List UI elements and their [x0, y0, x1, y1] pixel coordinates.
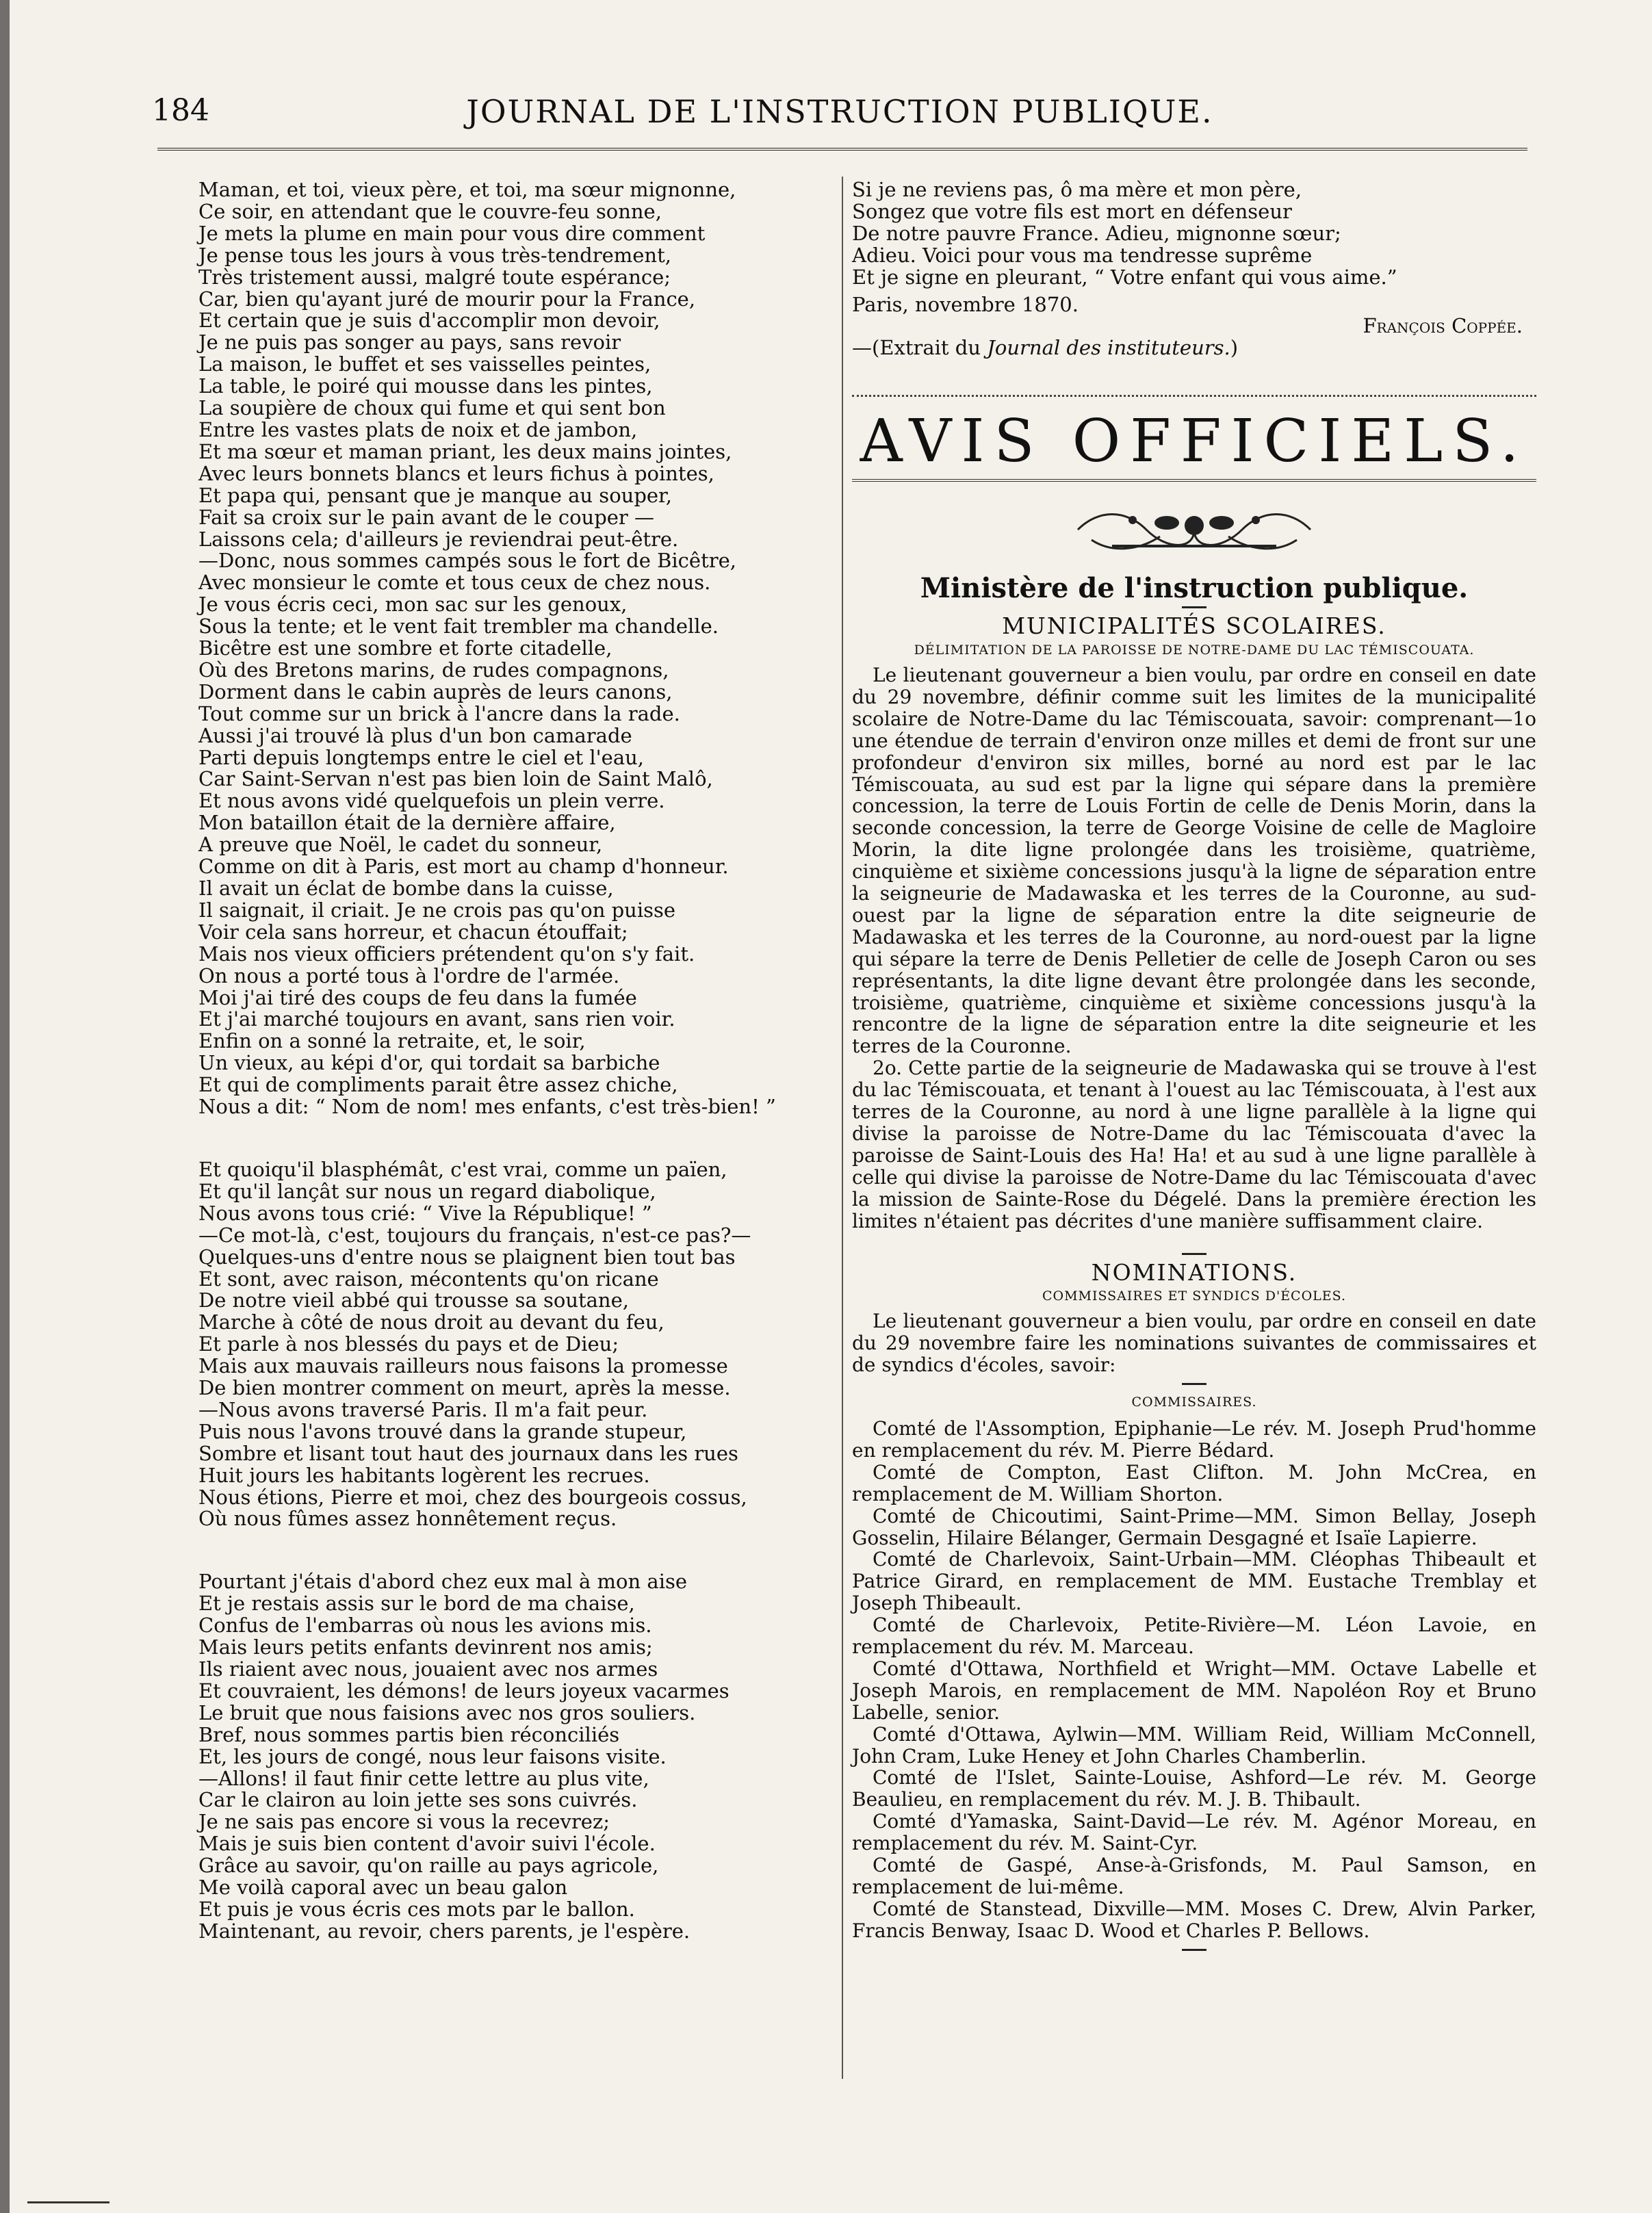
- journal-title: JOURNAL DE L'INSTRUCTION PUBLIQUE.: [466, 93, 1213, 130]
- avis-officiels-title: AVIS OFFICIELS.: [860, 407, 1529, 476]
- poem-line: Aussi j'ai trouvé là plus d'un bon camarade: [198, 723, 632, 747]
- poem-line: Et nous avons vidé quelquefois un plein verre.: [198, 789, 665, 813]
- poem-line: Nous a dit: “ Nom de nom! mes enfants, c'est très-bien! ”: [198, 1095, 776, 1119]
- header-rule: [157, 148, 1527, 151]
- poem-line: Tout comme sur un brick à l'ancre dans la rade.: [198, 701, 680, 725]
- poem-line: La table, le poiré qui mousse dans les pintes,: [198, 374, 653, 398]
- nomination-entry: Comté de Charlevoix, Saint-Urbain—MM. Cléophas Thibeault et Patrice Girard, en remplacement de MM. Eustache Tremblay et Joseph Thibeault.: [852, 1548, 1536, 1615]
- extract-source: Journal des instituteurs.: [987, 336, 1230, 360]
- poem-line: Où nous fûmes assez honnêtement reçus.: [198, 1507, 617, 1531]
- municipalites-paragraph-2: 2o. Cette partie de la seigneurie de Madawaska qui se trouve à l'est du lac Témiscouata, et tenant à l'ouest au lac Témiscouata, à l'est aux terres de la Couronne, au nord à une ligne parallèle à la ligne qui divise la paroisse de Notre-Dame du lac Témiscouata d'avec la paroisse de Saint-Louis des Ha! Ha! et au sud à une ligne parallèle à celle qui divise la paroisse de Notre-Dame du lac Témiscouata d'avec la mission de Sainte-Rose du Dégelé. Dans la première érection les limites n'étaient pas décrites d'une manière suffisamment claire.: [852, 1057, 1536, 1232]
- poem-line: Mais nos vieux officiers prétendent qu'on s'y fait.: [198, 942, 695, 966]
- poem-line: La maison, le buffet et ses vaisselles peintes,: [198, 352, 651, 376]
- commissaires-heading: COMMISSAIRES.: [1131, 1395, 1257, 1410]
- poem-line: Et je restais assis sur le bord de ma chaise,: [198, 1592, 635, 1616]
- page-number: 184: [152, 93, 209, 128]
- poem-line: Où des Bretons marins, de rudes compagnons,: [198, 658, 669, 682]
- municipalites-paragraph-1: Le lieutenant gouverneur a bien voulu, par ordre en conseil en date du 29 novembre, définir comme suit les limites de la municipalité scolaire de Notre-Dame du lac Témiscouata, savoir: comprenant—1o une étendue de terrain d'environ onze milles et demi de front sur une profondeur d'environ six milles, borné au nord est par le lac Témiscouata, au sud est par la ligne qui sépare dans la première concession, la terre de Louis Fortin de celle de Denis Morin, dans la seconde concession, la terre de George Voisine de celle de Magloire Morin, la dite ligne prolongée dans les troisième, quatrième, cinquième et sixième concessions jusqu'à la ligne de séparation entre la seigneurie de Madawaska et les terres de la Couronne, au sud-ouest par la ligne de séparation entre la dite seigneurie de Madawaska et les terres de la Couronne, au nord-ouest par la ligne qui sépare la terre de Denis Pelletier de celle de Joseph Caron ou ses représentants, la dite ligne devant être prolongée dans les seconde, troisième, quatrième, cinquième et sixième concessions jusqu'à la rencontre de la ligne de séparation entre la dite seigneurie et les terres de la Couronne.: [852, 663, 1536, 1058]
- nomination-entry: Comté de l'Islet, Sainte-Louise, Ashford—Le rév. M. George Beaulieu, en remplacement du rév. M. J. B. Thibault.: [852, 1766, 1536, 1811]
- poem-line: Il saignait, il criait. Je ne crois pas qu'on puisse: [198, 898, 676, 922]
- page-header: [152, 86, 1527, 134]
- short-dash: [1182, 1949, 1206, 1951]
- poem-stanza-3: [198, 1571, 835, 1942]
- poem-line: Je vous écris ceci, mon sac sur les genoux,: [198, 593, 628, 617]
- poem-line: Enfin on a sonné la retraite, et, le soir,: [198, 1029, 586, 1053]
- nomination-entry: Comté de l'Assomption, Epiphanie—Le rév. M. Joseph Prud'homme en remplacement du rév. M. Pierre Bédard.: [852, 1416, 1536, 1462]
- poem-line: Un vieux, au képi d'or, qui tordait sa barbiche: [198, 1051, 660, 1075]
- poem-line: Et puis je vous écris ces mots par le ballon.: [198, 1897, 635, 1921]
- poem-line: —Nous avons traversé Paris. Il m'a fait peur.: [198, 1397, 648, 1421]
- poem-author: François Coppée.: [1363, 314, 1523, 338]
- poem-line: Fait sa croix sur le pain avant de le couper —: [198, 505, 655, 529]
- ministry-heading: Ministère de l'instruction publique.: [920, 572, 1469, 605]
- poem-line: Si je ne reviens pas, ô ma mère et mon père,: [852, 178, 1302, 201]
- poem-line: —Allons! il faut finir cette lettre au plus vite,: [198, 1766, 649, 1790]
- poem-line: Et certain que je suis d'accomplir mon devoir,: [198, 309, 660, 333]
- poem-line: Comme on dit à Paris, est mort au champ d'honneur.: [198, 855, 729, 879]
- poem-line: Et j'ai marché toujours en avant, sans rien voir.: [198, 1007, 675, 1031]
- short-dash: [1182, 1253, 1206, 1255]
- municipalites-title: MUNICIPALITÉS SCOLAIRES.: [1002, 612, 1386, 640]
- poem-line: Mon bataillon était de la dernière affaire,: [198, 811, 616, 835]
- poem-line: Adieu. Voici pour vous ma tendresse suprême: [852, 243, 1313, 267]
- poem-line: Je ne sais pas encore si vous la recevrez;: [198, 1810, 610, 1834]
- poem-signature: [852, 294, 1536, 360]
- poem-line: A preuve que Noël, le cadet du sonneur,: [198, 833, 603, 857]
- poem-line: Voir cela sans horreur, et chacun étouffait;: [198, 920, 628, 944]
- poem-stanza-1: [198, 179, 835, 1118]
- poem-line: Je mets la plume en main pour vous dire comment: [198, 221, 706, 245]
- nominations-intro: Le lieutenant gouverneur a bien voulu, par ordre en conseil en date du 29 novembre faire les nominations suivantes de commissaires et de syndics d'écoles, savoir:: [852, 1310, 1536, 1377]
- dotted-divider: [852, 395, 1536, 397]
- poem-line: Bicêtre est une sombre et forte citadelle,: [198, 636, 612, 660]
- poem-line: Et quoiqu'il blasphémât, c'est vrai, comme un païen,: [198, 1157, 727, 1181]
- poem-line: De bien montrer comment on meurt, après la messe.: [198, 1376, 731, 1400]
- ornament-icon: [1071, 502, 1317, 557]
- poem-line: Et qui de compliments parait être assez chiche,: [198, 1073, 678, 1097]
- poem-line: Car le clairon au loin jette ses sons cuivrés.: [198, 1788, 638, 1812]
- bottom-mark: [27, 2201, 109, 2206]
- poem-line: Et, les jours de congé, nous leur faisons visite.: [198, 1744, 667, 1768]
- double-divider: [852, 479, 1536, 482]
- nomination-entry: Comté de Gaspé, Anse-à-Grisfonds, M. Paul Samson, en remplacement de lui-même.: [852, 1854, 1536, 1898]
- poem-line: Nous étions, Pierre et moi, chez des bourgeois cossus,: [198, 1485, 747, 1509]
- nomination-entry: Comté de Compton, East Clifton. M. John McCrea, en remplacement de M. William Shorton.: [852, 1460, 1536, 1505]
- poem-line: Quelques-uns d'entre nous se plaignent bien tout bas: [198, 1245, 736, 1269]
- extract-prefix: —(Extrait du: [852, 336, 988, 360]
- poem-line: Mais je suis bien content d'avoir suivi l'école.: [198, 1832, 656, 1856]
- right-column: [852, 179, 1536, 1958]
- poem-line: Bref, nous sommes partis bien réconciliés: [198, 1722, 620, 1746]
- poem-line: Grâce au savoir, qu'on raille au pays agricole,: [198, 1854, 659, 1878]
- extract-suffix: ): [1230, 336, 1239, 360]
- nomination-entry: Comté de Stanstead, Dixville—MM. Moses C. Drew, Alvin Parker, Francis Benway, Isaac D. Wood et Charles P. Bellows.: [852, 1897, 1536, 1942]
- nomination-entry: Comté d'Yamaska, Saint-David—Le rév. M. Agénor Moreau, en remplacement du rév. M. Saint-Cyr.: [852, 1810, 1536, 1855]
- poem-stanza-2: [198, 1159, 835, 1530]
- poem-line: Il avait un éclat de bombe dans la cuisse,: [198, 877, 614, 900]
- poem-line: De notre pauvre France. Adieu, mignonne sœur;: [852, 221, 1341, 245]
- poem-line: Mais leurs petits enfants devinrent nos amis;: [198, 1635, 653, 1659]
- nomination-entry: Comté d'Ottawa, Aylwin—MM. William Reid, William McConnell, John Cram, Luke Heney et John Charles Chamberlin.: [852, 1722, 1536, 1768]
- left-column: [198, 179, 835, 1943]
- poem-line: Car Saint-Servan n'est pas bien loin de Saint Malô,: [198, 767, 713, 791]
- poem-line: —Donc, nous sommes campés sous le fort de Bicêtre,: [198, 549, 736, 573]
- poem-line: Marche à côté de nous droit au devant du feu,: [198, 1310, 664, 1334]
- poem-line: Et ma sœur et maman priant, les deux mains jointes,: [198, 439, 732, 463]
- poem-line: Confus de l'embarras où nous les avions mis.: [198, 1614, 652, 1638]
- place-date: Paris, novembre 1870.: [852, 292, 1079, 316]
- poem-line: Maman, et toi, vieux père, et toi, ma sœur mignonne,: [198, 178, 736, 201]
- poem-line: Huit jours les habitants logèrent les recrues.: [198, 1463, 650, 1487]
- poem-line: Sous la tente; et le vent fait trembler ma chandelle.: [198, 614, 719, 638]
- poem-line: Laissons cela; d'ailleurs je reviendrai peut-être.: [198, 527, 679, 551]
- poem-line: Et sont, avec raison, mécontents qu'on ricane: [198, 1267, 659, 1291]
- extract-note: [852, 337, 1536, 359]
- poem-line: Maintenant, au revoir, chers parents, je l'espère.: [198, 1919, 691, 1943]
- municipalites-subtitle: DÉLIMITATION DE LA PAROISSE DE NOTRE-DAME DU LAC TÉMISCOUATA.: [914, 643, 1475, 658]
- poem-line: Et parle à nos blessés du pays et de Dieu;: [198, 1332, 619, 1356]
- poem-line: Le bruit que nous faisions avec nos gros souliers.: [198, 1700, 696, 1724]
- poem-line: Sombre et lisant tout haut des journaux dans les rues: [198, 1441, 738, 1465]
- poem-line: Dorment dans le cabin auprès de leurs canons,: [198, 680, 673, 703]
- nominations-list: [852, 1418, 1536, 1942]
- poem-line: Ce soir, en attendant que le couvre-feu sonne,: [198, 199, 662, 223]
- poem-line: Mais aux mauvais railleurs nous faisons la promesse: [198, 1354, 728, 1378]
- poem-line: Pourtant j'étais d'abord chez eux mal à mon aise: [198, 1570, 688, 1594]
- nomination-entry: Comté de Chicoutimi, Saint-Prime—MM. Simon Bellay, Joseph Gosselin, Hilaire Bélanger, Germain Desgagné et Isaïe Lapierre.: [852, 1504, 1536, 1549]
- poem-line: Parti depuis longtemps entre le ciel et l'eau,: [198, 745, 644, 769]
- poem-line: Et je signe en pleurant, “ Votre enfant qui vous aime.”: [852, 265, 1397, 289]
- poem-line: Entre les vastes plats de noix et de jambon,: [198, 417, 638, 441]
- nomination-entry: Comté d'Ottawa, Northfield et Wright—MM. Octave Labelle et Joseph Marois, en remplacement de MM. Napoléon Roy et Bruno Labelle, senior.: [852, 1657, 1536, 1724]
- short-dash: [1182, 1383, 1206, 1385]
- poem-line: Nous avons tous crié: “ Vive la République! ”: [198, 1201, 652, 1225]
- binding-edge: [0, 0, 10, 2213]
- poem-line: Songez que votre fils est mort en défenseur: [852, 199, 1292, 223]
- poem-line: De notre vieil abbé qui trousse sa soutane,: [198, 1289, 629, 1312]
- poem-line: On nous a porté tous à l'ordre de l'armée.: [198, 963, 620, 987]
- column-separator: [842, 177, 843, 2079]
- poem-line: Car, bien qu'ayant juré de mourir pour la France,: [198, 287, 696, 311]
- poem-line: Ils riaient avec nous, jouaient avec nos armes: [198, 1657, 658, 1681]
- poem-line: La soupière de choux qui fume et qui sent bon: [198, 396, 666, 420]
- poem-line: Je ne puis pas songer au pays, sans revoir: [198, 331, 621, 354]
- nominations-subtitle: COMMISSAIRES ET SYNDICS D'ÉCOLES.: [1042, 1289, 1347, 1304]
- nominations-title: NOMINATIONS.: [1091, 1258, 1298, 1286]
- poem-line: Me voilà caporal avec un beau galon: [198, 1876, 568, 1900]
- poem-line: Avec leurs bonnets blancs et leurs fichus à pointes,: [198, 461, 714, 485]
- poem-line: —Ce mot-là, c'est, toujours du français, n'est-ce pas?—: [198, 1223, 751, 1247]
- poem-line: Et qu'il lançât sur nous un regard diabolique,: [198, 1179, 656, 1203]
- poem-line: Moi j'ai tiré des coups de feu dans la fumée: [198, 985, 637, 1009]
- poem-stanza-4: [852, 179, 1536, 289]
- poem-line: Je pense tous les jours à vous très-tendrement,: [198, 243, 671, 267]
- poem-line: Et papa qui, pensant que je manque au souper,: [198, 483, 672, 507]
- poem-line: Et couvraient, les démons! de leurs joyeux vacarmes: [198, 1679, 730, 1703]
- poem-line: Puis nous l'avons trouvé dans la grande stupeur,: [198, 1419, 687, 1443]
- poem-line: Très tristement aussi, malgré toute espérance;: [198, 265, 671, 289]
- nomination-entry: Comté de Charlevoix, Petite-Rivière—M. Léon Lavoie, en remplacement du rév. M. Marceau.: [852, 1614, 1536, 1659]
- poem-line: Avec monsieur le comte et tous ceux de chez nous.: [198, 571, 711, 595]
- short-dash: [1182, 606, 1206, 608]
